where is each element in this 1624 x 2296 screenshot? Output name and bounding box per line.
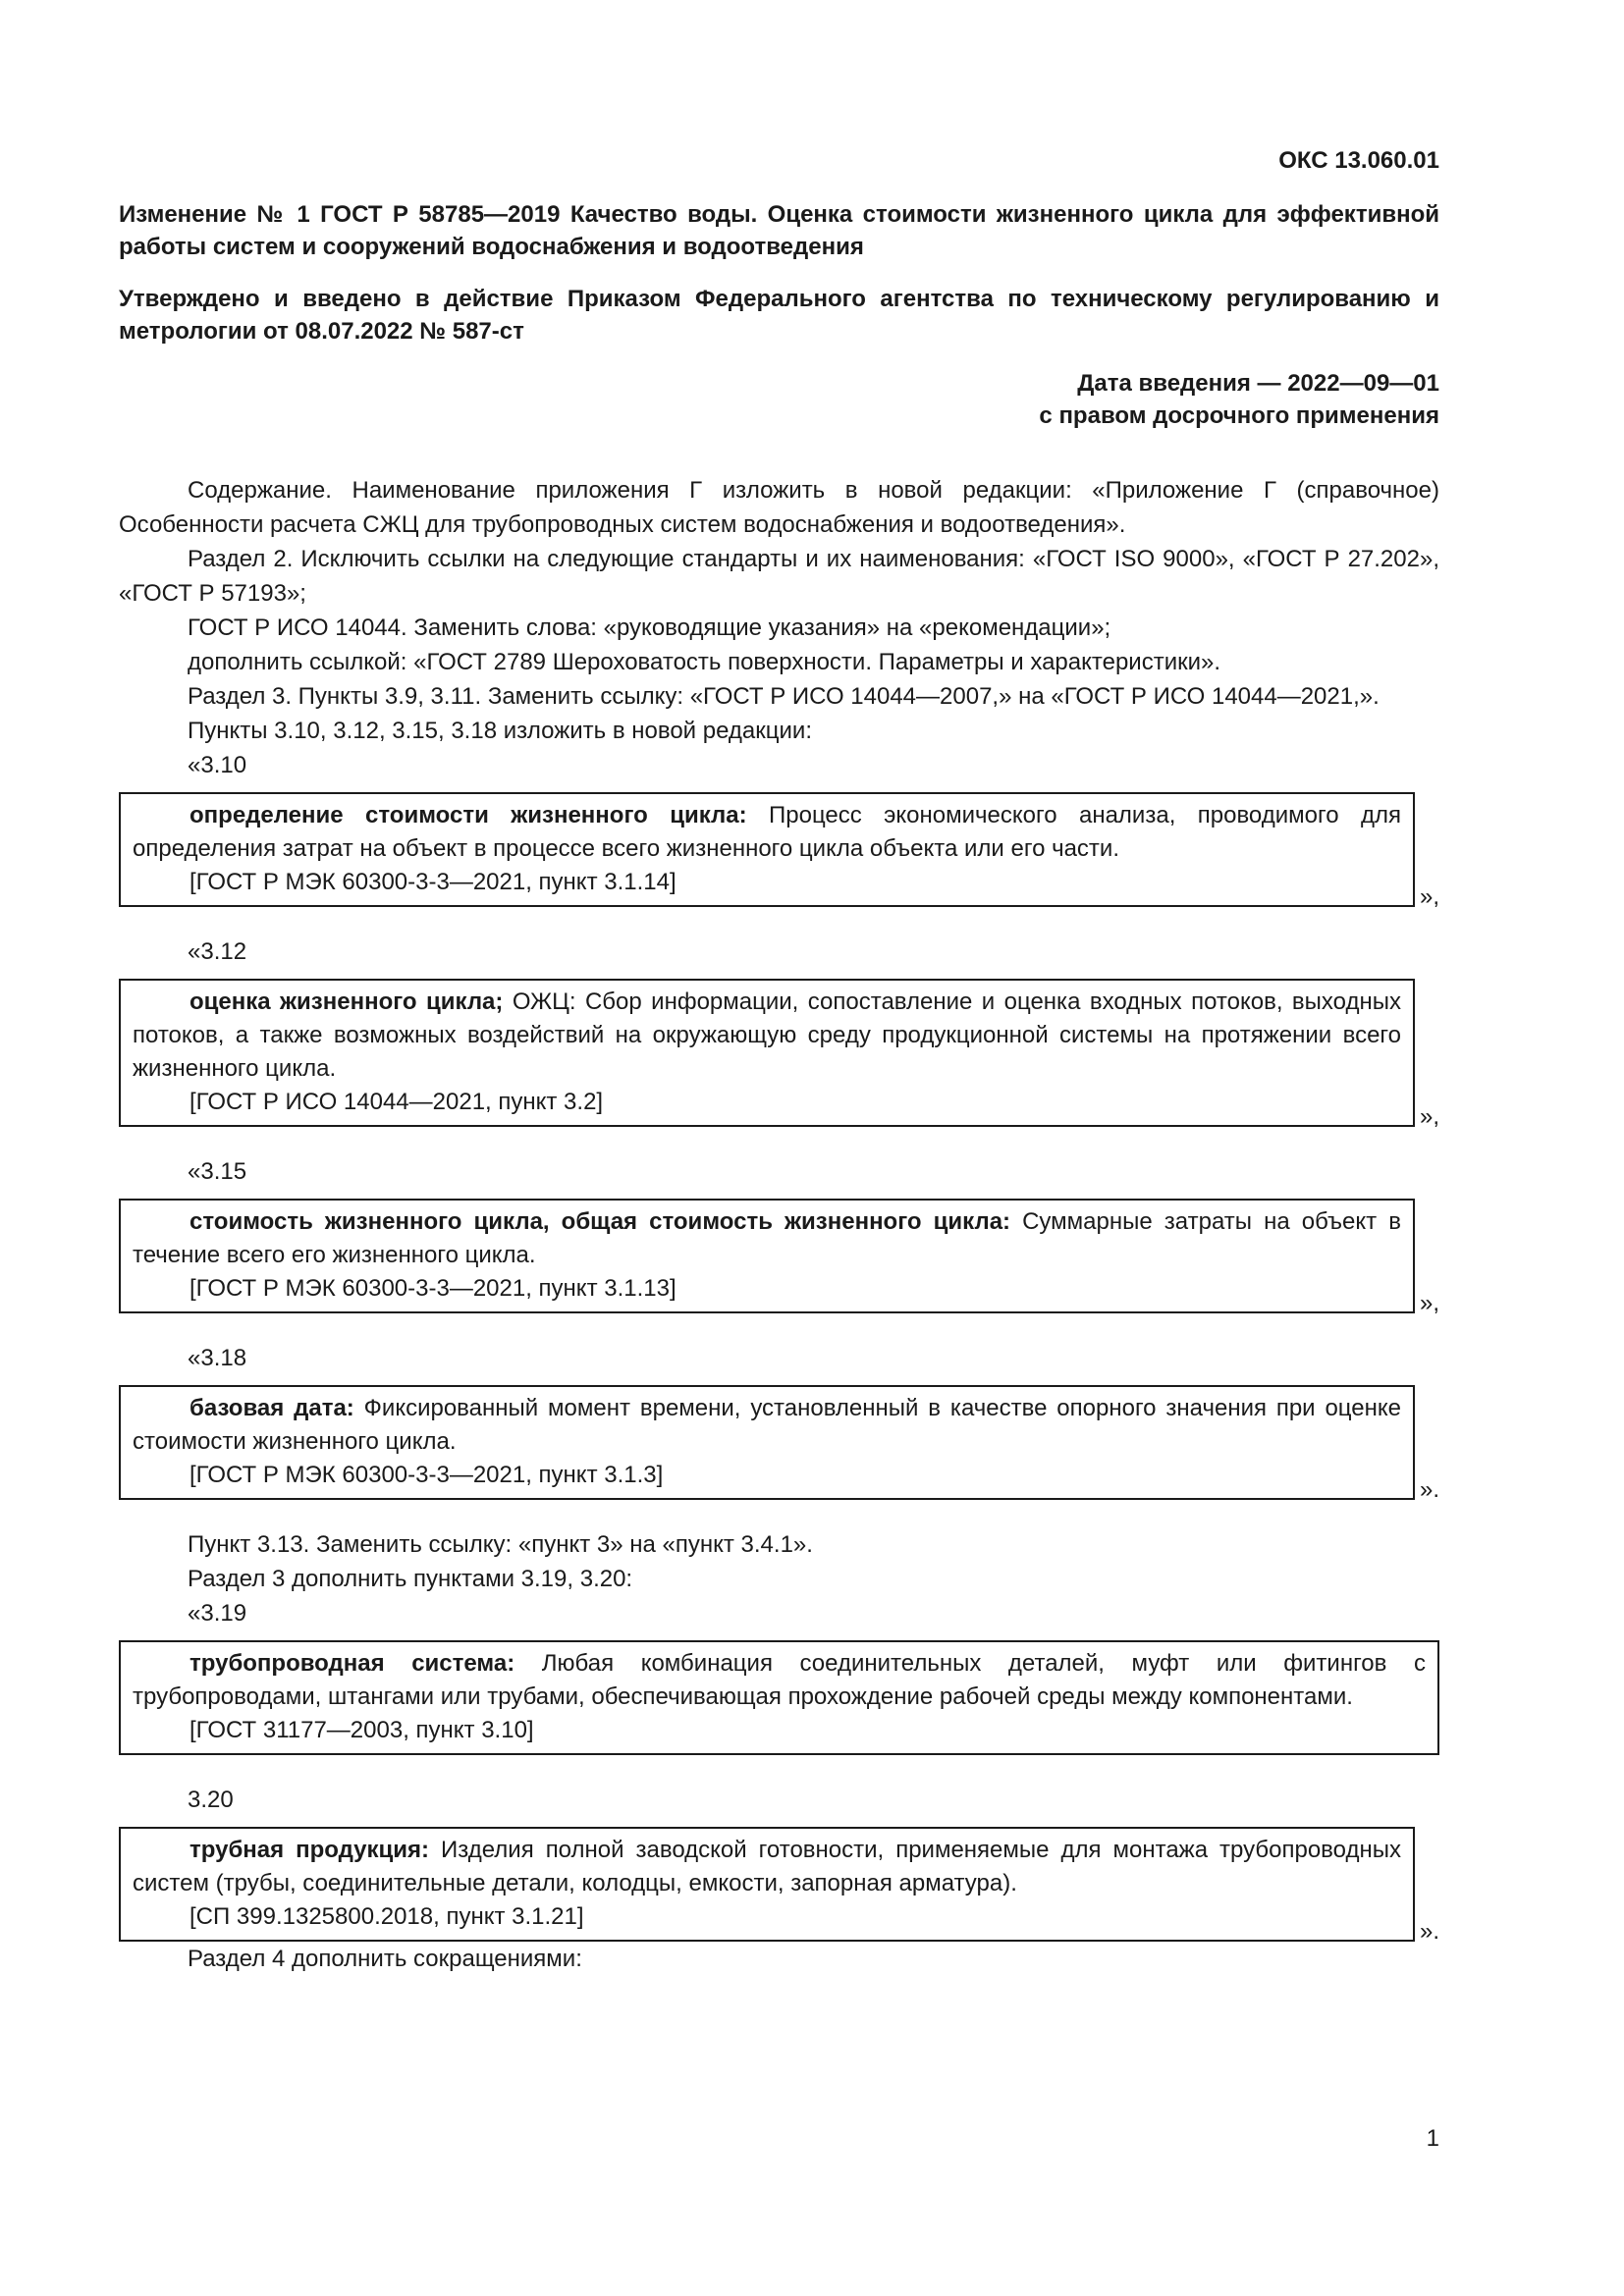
definition-source: [ГОСТ Р ИСО 14044—2021, пункт 3.2]: [189, 1089, 604, 1115]
item-label: «3.19: [188, 1600, 247, 1627]
paragraph: Раздел 2. Исключить ссылки на следующие стандарты и их наименования: «ГОСТ ISO 9000», «ГОСТ Р 27.202», «ГОСТ Р 57193»;: [119, 546, 1439, 607]
paragraph: дополнить ссылкой: «ГОСТ 2789 Шероховатость поверхности. Параметры и характеристики».: [188, 649, 1221, 675]
closing-quote: ».: [1419, 1918, 1439, 1945]
amendment-title: Изменение № 1 ГОСТ Р 58785—2019 Качество воды. Оценка стоимости жизненного цикла для эффективной работы систем и сооружений водоснабжения и водоотведения: [119, 201, 1439, 260]
closing-quote: ».: [1419, 1476, 1439, 1503]
definition-block: [119, 1640, 1439, 1755]
paragraph: Раздел 3. Пункты 3.9, 3.11. Заменить ссылку: «ГОСТ Р ИСО 14044—2007,» на «ГОСТ Р ИСО 14044—2021,».: [188, 683, 1380, 710]
definition-text: Процесс экономического анализа, проводимого для определения затрат на объект в процессе всего жизненного цикла объекта или его части.: [133, 802, 1401, 862]
definition-source: [ГОСТ Р МЭК 60300-3-3—2021, пункт 3.1.14]: [189, 869, 677, 895]
definition-source: [ГОСТ 31177—2003, пункт 3.10]: [189, 1717, 534, 1743]
definition-block: [119, 1827, 1439, 1945]
definition-text: Фиксированный момент времени, установленный в качестве опорного значения при оценке стоимости жизненного цикла.: [133, 1395, 1401, 1455]
definition-text: Суммарные затраты на объект в течение всего его жизненного цикла.: [133, 1208, 1401, 1268]
item-label: «3.10: [188, 752, 247, 778]
definition-text: Любая комбинация соединительных деталей, муфт или фитингов с трубопроводами, штангами или трубами, обеспечивающая прохождение рабочей среды между компонентами.: [133, 1650, 1426, 1710]
paragraph: Содержание. Наименование приложения Г изложить в новой редакции: «Приложение Г (справочное) Особенности расчета СЖЦ для трубопроводных систем водоснабжения и водоотведения».: [119, 477, 1439, 538]
item-label: «3.18: [188, 1345, 247, 1371]
definition-box: [119, 792, 1415, 907]
definition-box: [119, 1827, 1415, 1942]
definition-box: [119, 1640, 1439, 1755]
term: определение стоимости жизненного цикла:: [189, 802, 747, 828]
page-number: 1: [1426, 2125, 1439, 2152]
item-label: «3.15: [188, 1158, 247, 1185]
definition-box: [119, 1199, 1415, 1313]
definition-block: [119, 792, 1439, 910]
paragraph: ГОСТ Р ИСО 14044. Заменить слова: «руководящие указания» на «рекомендации»;: [188, 614, 1111, 641]
closing-quote: »,: [1419, 1103, 1439, 1130]
definition-block: [119, 1199, 1439, 1316]
paragraph: Пункты 3.10, 3.12, 3.15, 3.18 изложить в новой редакции:: [188, 718, 812, 744]
definition-text: Изделия полной заводской готовности, применяемые для монтажа трубопроводных систем (трубы, соединительные детали, колодцы, емкости, запорная арматура).: [133, 1837, 1401, 1896]
term: трубная продукция:: [189, 1837, 430, 1863]
paragraph: Раздел 4 дополнить сокращениями:: [188, 1946, 582, 1972]
definition-block: [119, 979, 1439, 1130]
term: оценка жизненного цикла;: [189, 988, 504, 1015]
effective-date-line: Дата введения — 2022—09—01: [1077, 370, 1439, 397]
oks-code: ОКС 13.060.01: [1278, 147, 1439, 174]
closing-quote: »,: [1419, 883, 1439, 910]
paragraph: Пункт 3.13. Заменить ссылку: «пункт 3» на «пункт 3.4.1».: [188, 1531, 813, 1558]
definition-box: [119, 1385, 1415, 1500]
item-label: «3.12: [188, 938, 247, 965]
effective-date: [1039, 367, 1439, 432]
definition-text: ОЖЦ: Сбор информации, сопоставление и оценка входных потоков, выходных потоков, а также возможных воздействий на окружающую среду продукционной системы на протяжении всего жизненного цикла.: [133, 988, 1401, 1082]
definition-box: [119, 979, 1415, 1127]
term: стоимость жизненного цикла, общая стоимость жизненного цикла:: [189, 1208, 1011, 1235]
term: базовая дата:: [189, 1395, 354, 1421]
term: трубопроводная система:: [189, 1650, 515, 1677]
early-application-line: с правом досрочного применения: [1039, 402, 1439, 429]
definition-block: [119, 1385, 1439, 1503]
definition-source: [ГОСТ Р МЭК 60300-3-3—2021, пункт 3.1.3]: [189, 1462, 664, 1488]
definition-source: [ГОСТ Р МЭК 60300-3-3—2021, пункт 3.1.13]: [189, 1275, 677, 1302]
document-body: [119, 473, 1439, 1976]
closing-quote: »,: [1419, 1290, 1439, 1316]
paragraph: Раздел 3 дополнить пунктами 3.19, 3.20:: [188, 1566, 633, 1592]
item-label: 3.20: [188, 1787, 234, 1813]
approval-statement: Утверждено и введено в действие Приказом Федерального агентства по техническому регулированию и метрологии от 08.07.2022 № 587-ст: [119, 286, 1439, 345]
definition-source: [СП 399.1325800.2018, пункт 3.1.21]: [189, 1903, 584, 1930]
